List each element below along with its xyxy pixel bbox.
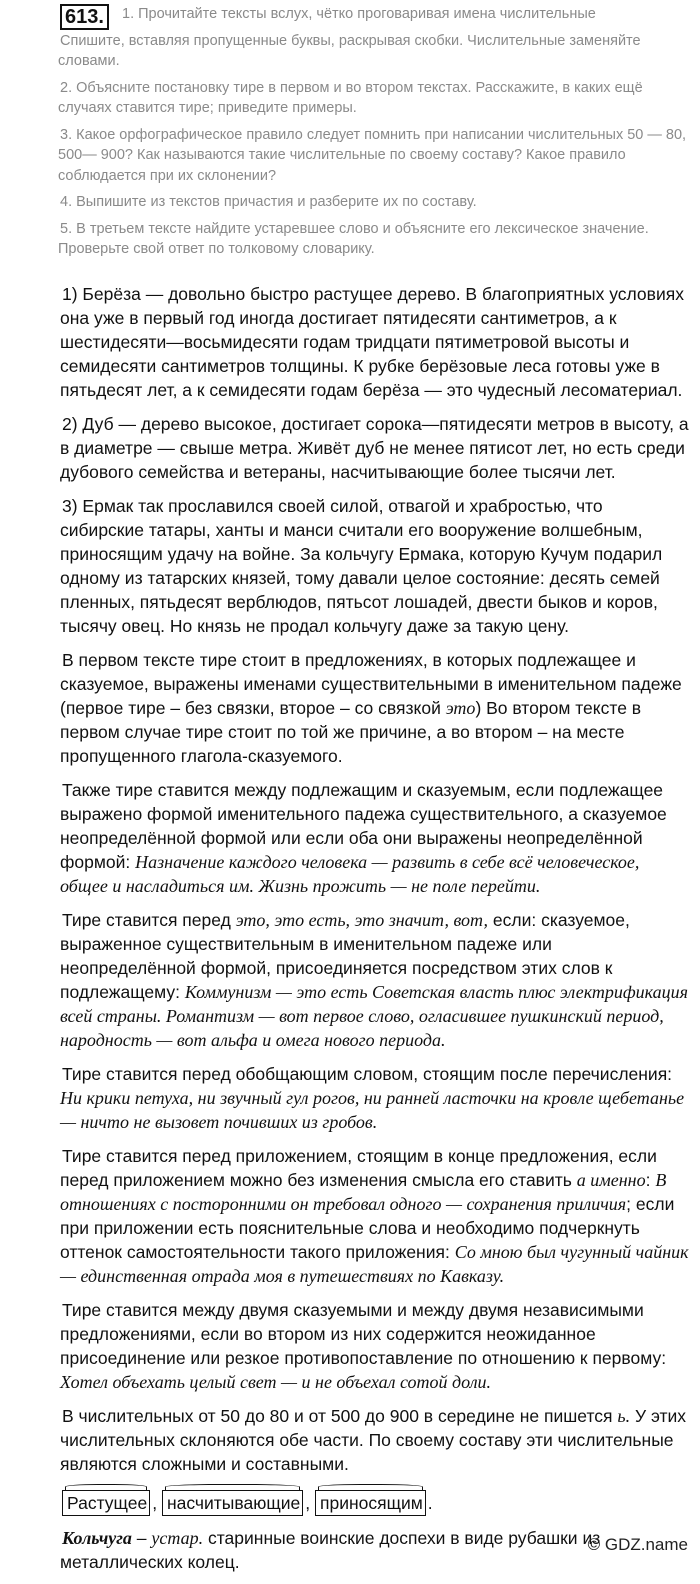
parsed-word: Растущее	[62, 1490, 150, 1516]
parse-end: .	[427, 1493, 433, 1513]
answer-6-example: Хотел объехать целый свет — и не объехал сотой доли.	[60, 1372, 492, 1392]
task-1-continued: Спишите, вставляя пропущенные буквы, раскрывая скобки. Числительные заменяйте словами.	[58, 32, 641, 69]
answer-1-italic: это	[445, 698, 476, 718]
participle-parse: Растущее , насчитывающие , приносящим .	[60, 1490, 690, 1516]
exercise-number: 613.	[60, 4, 109, 30]
task-4: 4. Выпишите из текстов причастия и разберите их по составу.	[60, 194, 477, 210]
answer-2	[60, 778, 690, 898]
task-3: 3. Какое орфографическое правило следует помнить при написании числительных 50 — 80, 500— 900? Как называются такие числительные по своему составу? Какое правило соблюдается при их склонении?	[58, 126, 687, 184]
text-2: 2) Дуб — дерево высокое, достигает сорока—пятидесяти метров в высоту, а в диаметре — свыше метра. Живёт дуб не менее пятисот лет, но есть среди дубового семейства и ветераны, насчитывающие более тысячи лет.	[60, 414, 689, 482]
answer-6	[60, 1298, 690, 1394]
answer-4-text: Тире ставится перед обобщающим словом, стоящим после перечисления:	[62, 1064, 673, 1084]
exercise-tasks	[58, 4, 688, 266]
answer-5-colon: :	[645, 1170, 651, 1190]
answer-1-text: В первом тексте тире стоит в предложениях, в которых подлежащее и сказуемое, выражены именами существительными в именительном падеже (первое тире – без связки, второе – со связкой	[60, 650, 682, 718]
answer-4	[60, 1062, 690, 1134]
task-1: 1. Прочитайте тексты вслух, чётко проговаривая имена числительные	[122, 6, 596, 22]
answer-2-text: Также тире ставится между подлежащим и сказуемым, если подлежащее выражено формой именительного падежа существительного, а сказуемое неопределённой формой или если оба они выражены неопределённой формой:	[60, 780, 667, 872]
answer-5-text: Тире ставится перед приложением, стоящим в конце предложения, если перед приложением можно без изменения смысла его ставить	[60, 1146, 657, 1190]
answer-7-text-end: У этих числительных склоняются обе части. По своему составу эти числительные являются сложными и составными.	[60, 1406, 687, 1474]
answer-5-text-mid: ; если при приложении есть пояснительные слова и необходимо подчеркнуть оттенок самостоятельности такого приложения:	[60, 1194, 675, 1262]
answer-6-text: Тире ставится между двумя сказуемыми и между двумя независимыми предложениями, если во втором из них содержится неожиданное присоединение или резкое противопоставление по отношению к первому:	[60, 1300, 667, 1368]
answer-4-example: Ни крики петуха, ни звучный гул рогов, ни ранней ласточки на кровле щебетанье — ничто не вызовет почивших из гробов.	[60, 1088, 685, 1132]
answer-3-words: это, это есть, это значит, вот,	[235, 910, 488, 930]
task-2: 2. Объясните постановку тире в первом и во втором текстах. Расскажите, в каких ещё случаях ставится тире; приведите примеры.	[58, 79, 643, 116]
answer-5	[60, 1144, 690, 1288]
answer-3	[60, 908, 690, 1052]
answer-7-text: В числительных от 50 до 80 и от 500 до 900 в середине не пишется	[62, 1406, 613, 1426]
answer-7	[60, 1404, 690, 1476]
task-5: 5. В третьем тексте найдите устаревшее слово и объясните его лексическое значение. Проверьте свой ответ по толковому словарику.	[58, 220, 649, 257]
answer-1-text-end: ) Во втором тексте в первом случае тире стоит по той же причине, а во втором – на месте пропущенного глагола-сказуемого.	[60, 698, 642, 766]
answer-5-example-2: Со мною был чугунный чайник — единственная отрада моя в путешествиях по Кавказу.	[60, 1242, 689, 1286]
answer-5-example-1: В отношениях с посторонними он требовал одного — сохранения приличия	[60, 1170, 667, 1214]
text-3: 3) Ермак так прославился своей силой, отвагой и храбростью, что сибирские татары, ханты и манси считали его вооружение волшебным, приносящим удачу на войне. За кольчугу Ермака, которую Кучум подарил одному из татарских князей, тому давали целое состояние: десять семей пленных, пятьдесят верблюдов, пятьсот лошадей, двести быков и коров, тысячу овец. Но князь не продал кольчугу даже за такую цену.	[60, 496, 663, 636]
answer-3-text: Тире ставится перед	[62, 910, 231, 930]
definition-text: старинные воинские доспехи в виде рубашки из металлических колец.	[60, 1528, 601, 1572]
text-1: 1) Берёза — довольно быстро растущее дерево. В благоприятных условиях она уже в первый год иногда достигает пятидесяти сантиметров, а к шестидесяти—восьмидесяти годам тридцати пятиметровой высоты и семидесяти сантиметров толщины. К рубке берёзовые леса готовы уже в пятьдесят лет, а к семидесяти годам берёза — это чудесный лесоматериал.	[60, 284, 684, 400]
definition-label: устар.	[151, 1528, 204, 1548]
definition-term: Кольчуга	[62, 1528, 132, 1548]
answer-2-example: Назначение каждого человека — развить в себе всё человеческое, общее и насладиться им. Жизнь прожить — не поле перейти.	[60, 852, 640, 896]
parsed-word: приносящим	[315, 1490, 426, 1516]
watermark: © GDZ.name	[587, 1535, 688, 1554]
definition-dash: –	[131, 1528, 152, 1548]
parsed-word: насчитывающие	[162, 1490, 303, 1516]
main-content	[60, 282, 690, 1584]
answer-3-text-mid: если: сказуемое, выраженное существительным в именительном падеже или неопределённой формой, присоединяется посредством этих слов к подлежащему:	[60, 910, 630, 1002]
answer-3-example: Коммунизм — это есть Советская власть плюс электрификация всей страны. Романтизм — вот первое слово, огласившее пушкинский период, народность — вот альфа и омега нового периода.	[60, 982, 688, 1050]
answer-5-phrase: а именно	[576, 1170, 646, 1190]
answer-1	[60, 648, 690, 768]
answer-7-letter: ь.	[617, 1406, 631, 1426]
